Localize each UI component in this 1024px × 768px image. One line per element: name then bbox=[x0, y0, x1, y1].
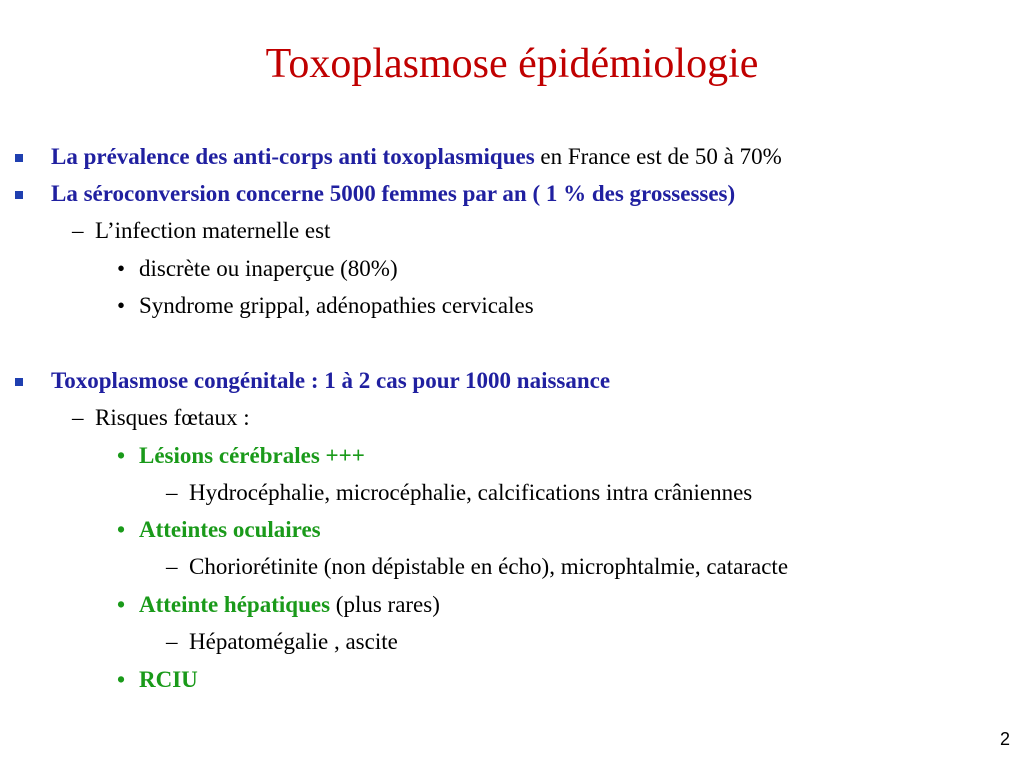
risques-foetaux-text: Risques fœtaux : bbox=[95, 405, 250, 430]
page-number: 2 bbox=[999, 729, 1010, 749]
square-bullet-icon bbox=[15, 378, 23, 386]
seroconversion-text: La séroconversion concerne 5000 femmes par an ( 1 % des grossesses) bbox=[51, 181, 736, 206]
dash-bullet-icon: – bbox=[72, 405, 84, 430]
dot-bullet-icon: • bbox=[117, 443, 126, 468]
atteintes-oculaires-label bbox=[139, 515, 321, 545]
atteintes-oculaires-text: Atteintes oculaires bbox=[139, 517, 321, 542]
bullet-congenitale bbox=[51, 366, 610, 396]
square-bullet-icon bbox=[15, 191, 23, 199]
atteinte-hepatiques-text: Atteinte hépatiques bbox=[139, 592, 331, 617]
dot-bullet-icon: • bbox=[117, 592, 126, 617]
dot-bullet-icon: • bbox=[117, 517, 126, 542]
atteinte-hepatiques-label bbox=[139, 590, 440, 620]
lesions-cerebrales-text: Lésions cérébrales +++ bbox=[139, 443, 365, 468]
bullet-seroconversion bbox=[51, 179, 735, 209]
lesions-cerebrales-label bbox=[139, 441, 365, 471]
dash-bullet-icon: – bbox=[72, 218, 84, 243]
atteinte-hepatiques-detail: Hépatomégalie , ascite bbox=[189, 629, 398, 654]
infection-item-discrete: discrète ou inaperçue (80%) bbox=[139, 256, 398, 281]
infection-item-syndrome: Syndrome grippal, adénopathies cervicales bbox=[139, 293, 534, 318]
atteinte-hepatiques-note: (plus rares) bbox=[330, 592, 440, 617]
dot-bullet-icon: • bbox=[117, 256, 126, 281]
lesions-cerebrales-detail: Hydrocéphalie, microcéphalie, calcifications intra crâniennes bbox=[189, 480, 753, 505]
square-bullet-icon bbox=[15, 154, 23, 162]
bullet-prevalence bbox=[51, 142, 782, 172]
dash-bullet-icon: – bbox=[166, 480, 178, 505]
infection-maternelle-text: L’infection maternelle est bbox=[95, 218, 331, 243]
dot-bullet-icon: • bbox=[117, 667, 126, 692]
prevalence-rest-text: en France est de 50 à 70% bbox=[534, 144, 782, 169]
rciu-text: RCIU bbox=[139, 667, 198, 692]
prevalence-bold-text: La prévalence des anti-corps anti toxoplasmiques bbox=[51, 144, 535, 169]
dash-bullet-icon: – bbox=[166, 629, 178, 654]
dash-bullet-icon: – bbox=[166, 554, 178, 579]
dot-bullet-icon: • bbox=[117, 293, 126, 318]
atteintes-oculaires-detail: Choriorétinite (non dépistable en écho), microphtalmie, cataracte bbox=[189, 554, 789, 579]
rciu-label bbox=[139, 665, 198, 695]
slide-title: Toxoplasmose épidémiologie bbox=[265, 41, 759, 87]
congenitale-text: Toxoplasmose congénitale : 1 à 2 cas pour 1000 naissance bbox=[51, 368, 611, 393]
